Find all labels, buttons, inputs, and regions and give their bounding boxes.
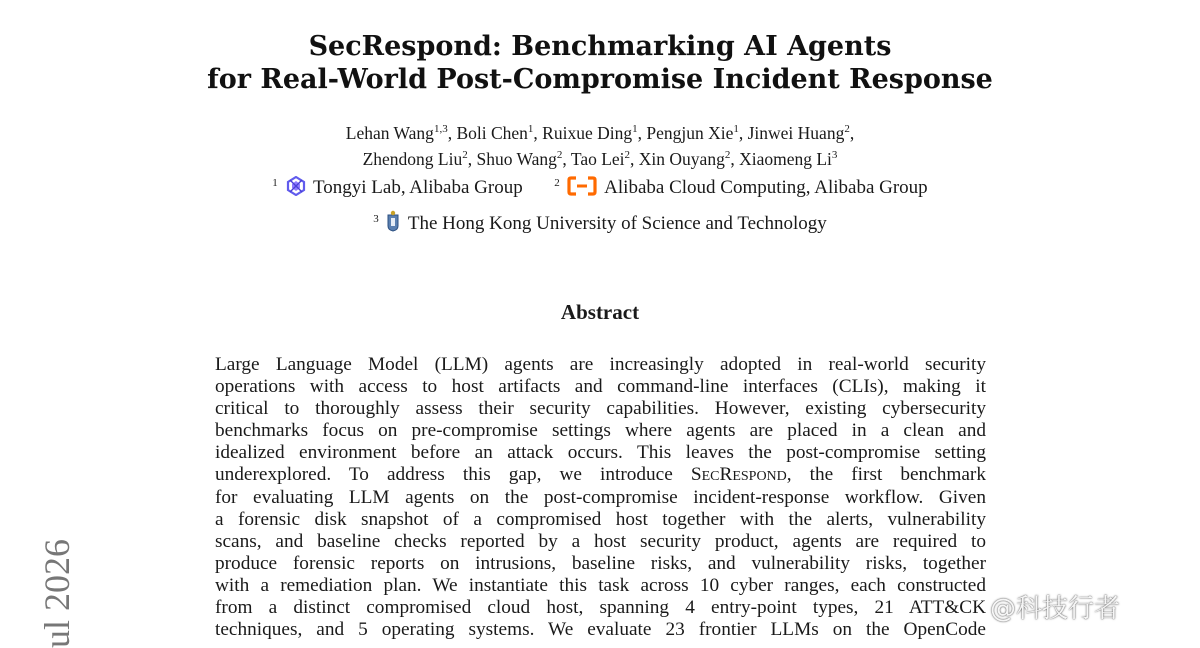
author-affil: 3 — [831, 149, 838, 161]
affiliation-name: The Hong Kong University of Science and Technology — [407, 213, 827, 234]
abstract-heading: Abstract — [560, 300, 640, 324]
abstract-body — [215, 354, 986, 641]
abstract-line: with a remediation plan. We instantiate this task across 10 cyber ranges, each constructed — [215, 574, 986, 596]
hkust-logo-icon — [386, 210, 400, 238]
abstract-line: a forensic disk snapshot of a compromised host together with the alerts, vulnerability — [215, 508, 986, 530]
watermark: @科技行者 — [990, 594, 1121, 624]
abstract-line: idealized environment before an attack occurs. This leaves the post-compromise setting — [215, 442, 986, 464]
author-name: Boli Chen — [456, 123, 528, 143]
author-affil: 1 — [527, 123, 534, 135]
paper-title — [0, 30, 1200, 96]
affiliation-number: 2 — [554, 177, 560, 189]
abstract-line: for evaluating LLM agents on the post-compromise incident-response workflow. Given — [215, 486, 986, 508]
author-name: Ruixue Ding — [542, 123, 633, 143]
abstract-line: techniques, and 5 operating systems. We evaluate 23 frontier LLMs on the OpenCode — [215, 619, 986, 641]
abstract-line: from a distinct compromised cloud host, spanning 4 entry-point types, 21 ATT&CK — [215, 597, 986, 619]
alibaba-cloud-logo-icon — [567, 176, 597, 202]
author-name: Zhendong Liu — [362, 149, 463, 169]
author-affil: 1 — [733, 123, 739, 135]
author-affil: 1,3 — [433, 123, 448, 135]
arxiv-sidebar-stamp: ul 2026 — [37, 538, 77, 648]
tongyi-logo-icon — [286, 176, 306, 202]
author-name: Tao Lei — [570, 149, 625, 169]
abstract-line: operations with access to host artifacts and command-line interfaces (CLIs), making it — [215, 376, 986, 398]
abstract-line: scans, and baseline checks reported by a host security product, agents are required to — [215, 530, 986, 552]
abstract-line: critical to thoroughly assess their security capabilities. However, existing cybersecurity — [215, 398, 986, 420]
affiliation-number: 1 — [272, 177, 278, 189]
abstract-line: underexplored. To address this gap, we introduce SecRespond, the first benchmark — [215, 464, 986, 486]
author-affil: 2 — [556, 149, 563, 161]
author-affil: 2 — [844, 123, 850, 135]
affiliations-line-1 — [0, 176, 1200, 202]
affiliations-line-2 — [0, 210, 1200, 238]
author-line-2: Zhendong Liu$^2$, Shuo Wang$^2$, Tao Lei$^2$, Xin Ouyang$^2$, Xiaomeng Li$^3$ — [362, 149, 838, 169]
author-list — [0, 120, 1200, 172]
title-line-2: for Real-World Post-Compromise Incident Response — [207, 64, 993, 95]
title-line-1: SecRespond: Benchmarking AI Agents — [308, 31, 892, 62]
abstract-line: benchmarks focus on pre-compromise settings where agents are placed in a clean and — [215, 420, 986, 442]
abstract-line: produce forensic reports on intrusions, baseline risks, and vulnerability risks, together — [215, 552, 986, 574]
author-name: Shuo Wang — [476, 149, 557, 169]
author-affil: 2 — [724, 149, 731, 161]
author-name: Lehan Wang — [345, 123, 434, 143]
affiliation-number: 3 — [373, 213, 379, 225]
author-affil: 2 — [624, 149, 631, 161]
affiliation-name: Tongyi Lab, Alibaba Group — [312, 177, 523, 198]
benchmark-name: SecRespond — [690, 464, 787, 486]
author-name: Jinwei Huang — [747, 123, 845, 143]
author-name: Pengjun Xie — [646, 123, 734, 143]
author-affil: 1 — [632, 123, 638, 135]
author-name: Xiaomeng Li — [739, 149, 832, 169]
affiliation-name: Alibaba Cloud Computing, Alibaba Group — [604, 177, 928, 198]
author-affil: 2 — [462, 149, 468, 161]
author-name: Xin Ouyang — [638, 149, 725, 169]
author-line-1: Lehan Wang$^{1,3}$, Boli Chen$^1$, Ruixue Ding$^1$, Pengjun Xie$^1$, Jinwei Huang$^2$, — [345, 123, 855, 143]
abstract-line: Large Language Model (LLM) agents are increasingly adopted in real-world security — [215, 354, 986, 375]
